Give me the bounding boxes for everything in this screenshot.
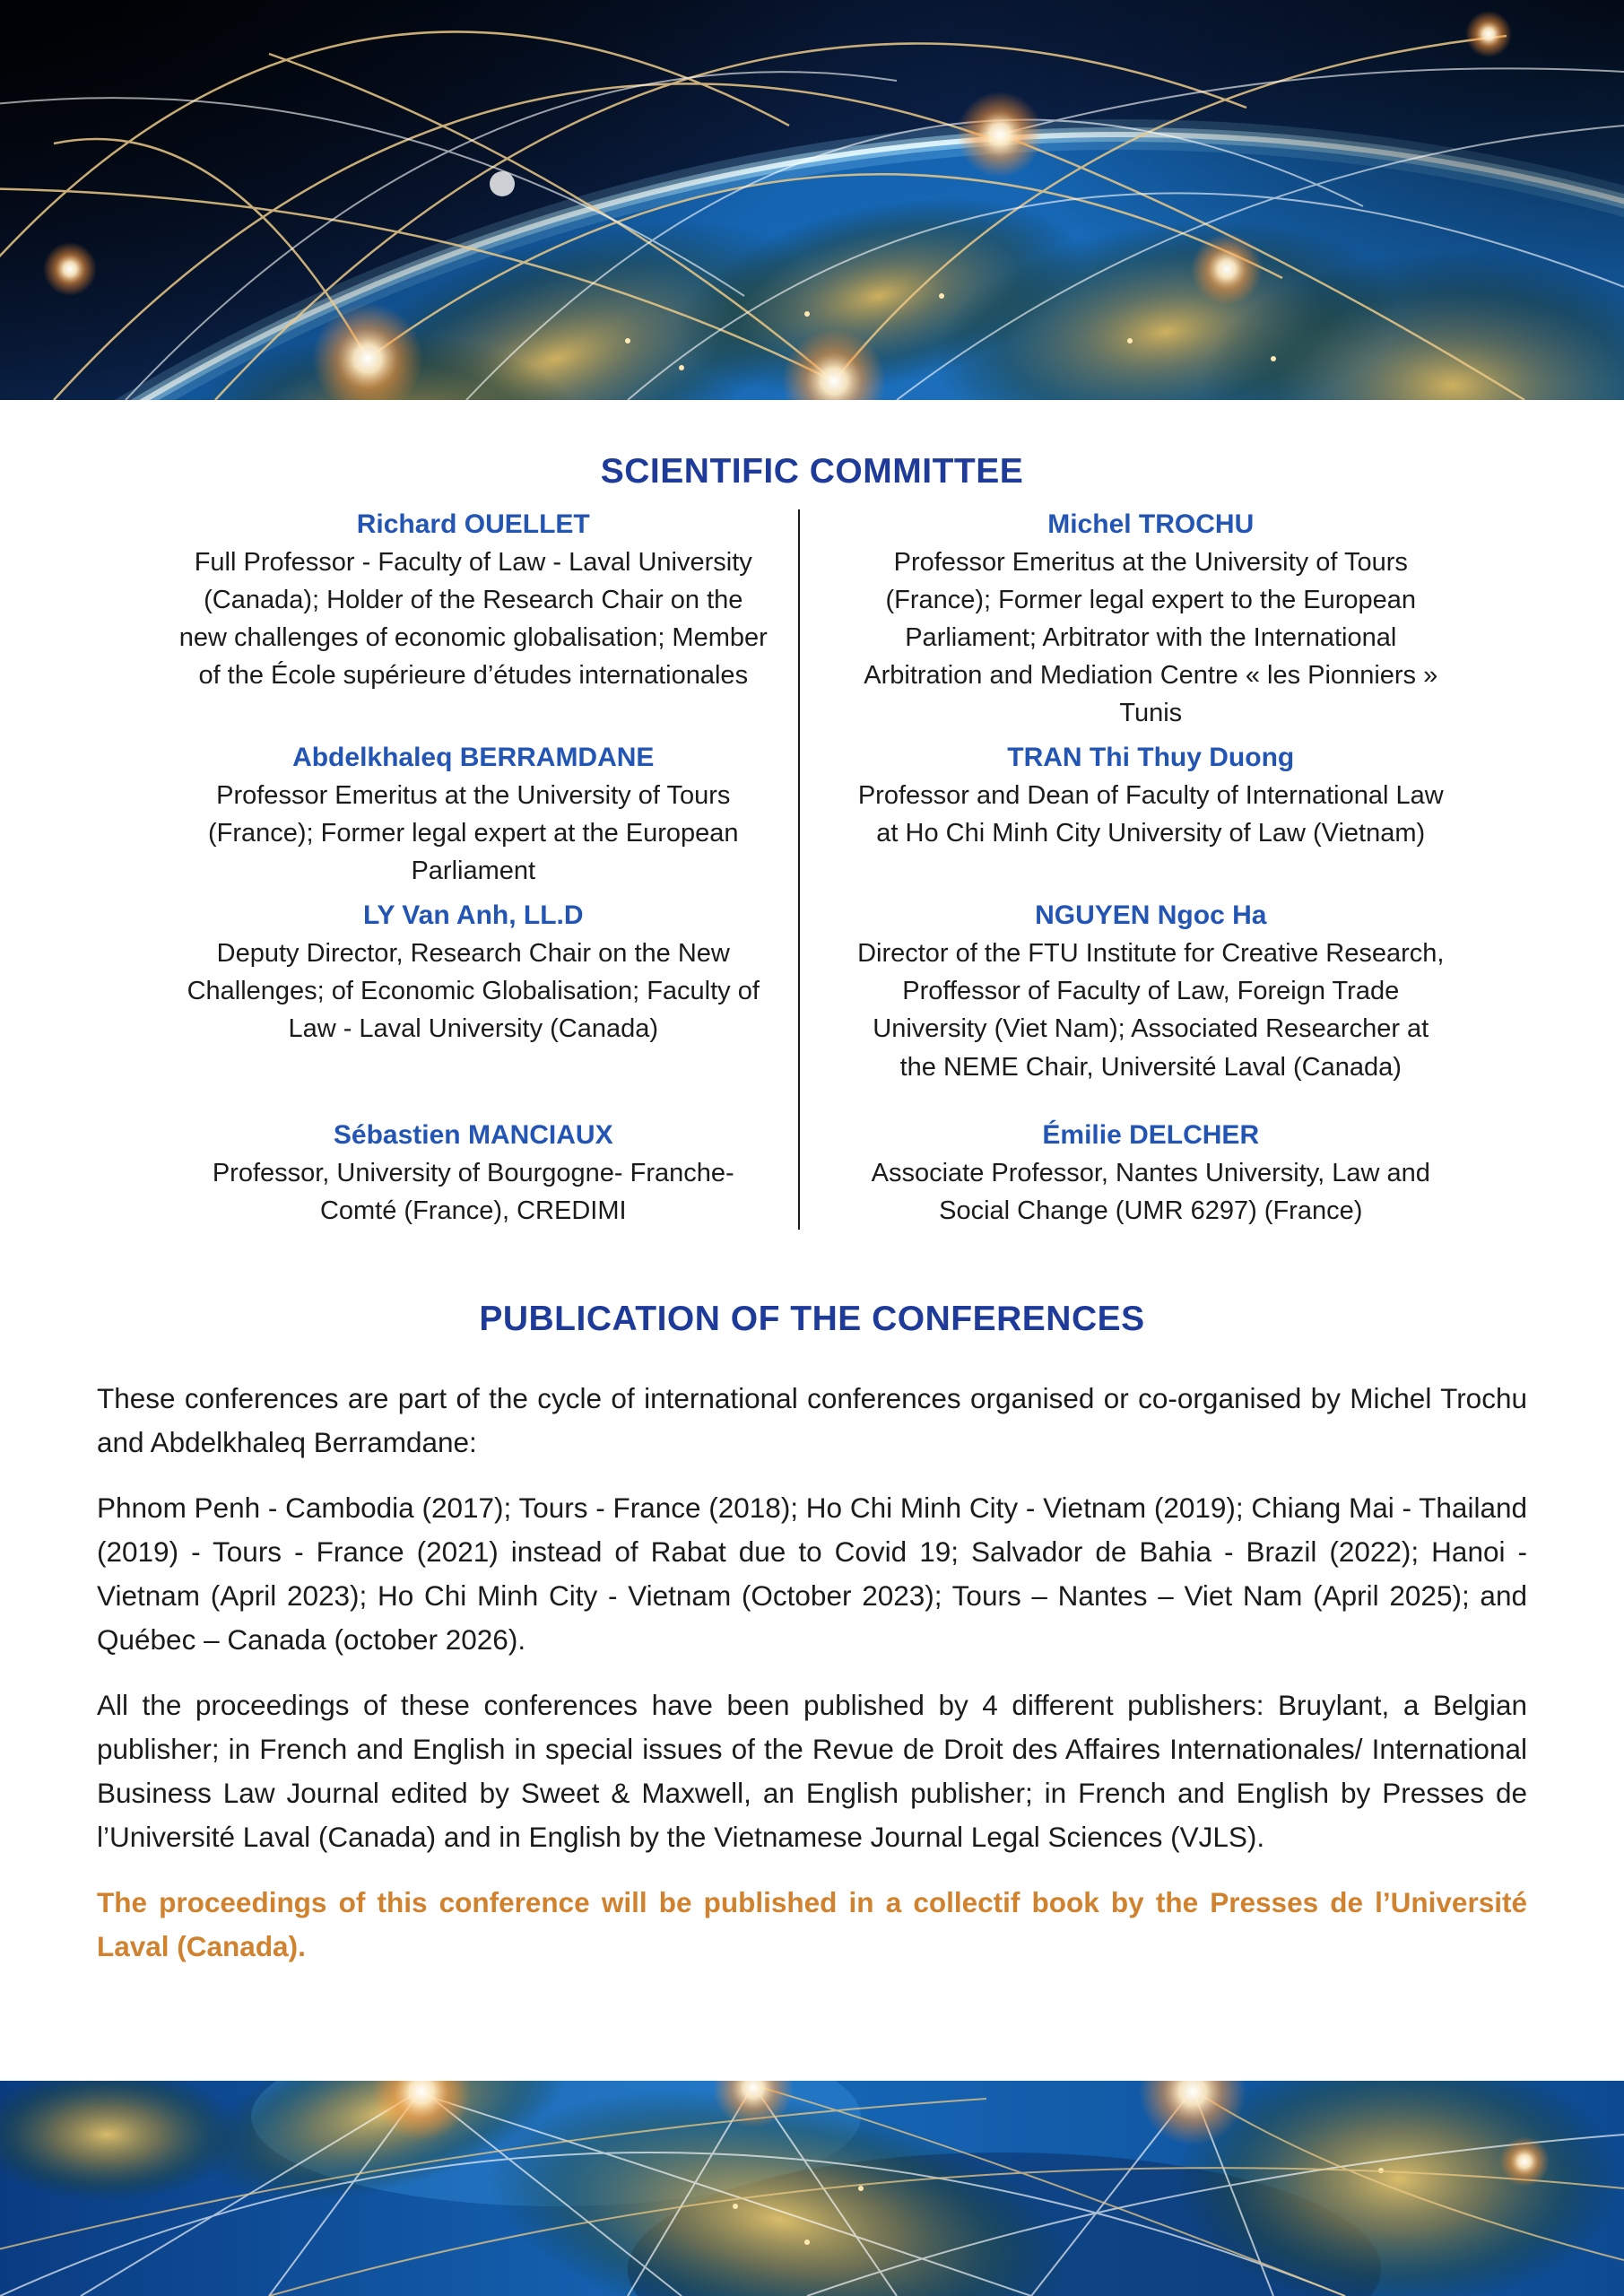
member-description: Professor Emeritus at the University of Tours (France); Former legal expert to the European Parliament; Arbitrator with the International Arbitration and Mediation Centre « les Pionniers » Tunis bbox=[864, 548, 1438, 728]
publication-section bbox=[97, 1377, 1527, 1969]
member-name: Sébastien MANCIAUX bbox=[333, 1119, 613, 1150]
member-name: NGUYEN Ngoc Ha bbox=[1035, 900, 1267, 931]
member-description: Director of the FTU Institute for Creative Research, Proffessor of Faculty of Law, Foreign Trade University (Viet Nam); Associated Researcher at the NEME Chair, Université Laval (Canada) bbox=[857, 939, 1445, 1082]
member-name: Michel TROCHU bbox=[1047, 509, 1255, 539]
member-name: Richard OUELLET bbox=[356, 509, 590, 539]
member-description: Professor Emeritus at the University of Tours (France); Former legal expert at the European Parliament bbox=[207, 781, 739, 886]
publication-paragraph: These conferences are part of the cycle of international conferences organised or co-organised by Michel Trochu and Abdelkhaleq Berramdane: bbox=[97, 1381, 1527, 1458]
committee-member bbox=[812, 897, 1490, 1085]
committee-member bbox=[135, 739, 812, 890]
committee-member bbox=[135, 897, 812, 1085]
committee-member bbox=[812, 506, 1490, 732]
scientific-committee-section bbox=[135, 506, 1489, 1237]
member-description: Full Professor - Faculty of Law - Laval University (Canada); Holder of the Research Chair on the new challenges of economic globalisation; Member of the École supérieure d’études internationales bbox=[178, 548, 768, 691]
committee-member bbox=[135, 1117, 812, 1230]
publication-paragraph: All the proceedings of these conferences have been published by 4 different publishers: Bruylant, a Belgian publisher; in French and English in special issues of the Revue de Droit des Affaires Internationales/ International Business Law Journal edited by Sweet & Maxwell, an English publisher; in French and English by Presses de l’Université Laval (Canada) and in English by the Vietnamese Journal Legal Sciences (VJLS). bbox=[97, 1688, 1527, 1853]
member-description: Associate Professor, Nantes University, Law and Social Change (UMR 6297) (France) bbox=[871, 1158, 1430, 1225]
member-name: LY Van Anh, LL.D bbox=[362, 900, 584, 931]
publication-title: PUBLICATION OF THE CONFERENCES bbox=[479, 1299, 1145, 1338]
member-description: Professor, University of Bourgogne- Franche-Comté (France), CREDIMI bbox=[212, 1158, 734, 1225]
header-globe-image bbox=[0, 0, 1624, 400]
committee-member bbox=[812, 739, 1490, 890]
member-name: Émilie DELCHER bbox=[1042, 1119, 1260, 1150]
scientific-committee-title: SCIENTIFIC COMMITTEE bbox=[600, 452, 1024, 491]
publication-highlight-paragraph: The proceedings of this conference will be published in a collectif book by the Presses de l’Université Laval (Canada). bbox=[97, 1885, 1527, 1962]
member-name: TRAN Thi Thuy Duong bbox=[1007, 743, 1295, 773]
member-description: Deputy Director, Research Chair on the New Challenges; of Economic Globalisation; Faculty of Law - Laval University (Canada) bbox=[187, 939, 760, 1044]
footer-globe-image bbox=[0, 2081, 1624, 2296]
member-name: Abdelkhaleq BERRAMDANE bbox=[292, 743, 655, 773]
publication-paragraph: Phnom Penh - Cambodia (2017); Tours - France (2018); Ho Chi Minh City - Vietnam (2019); Chiang Mai - Thailand (2019) - Tours - France (2021) instead of Rabat due to Covid 19; Salvador de Bahia - Brazil (2022); Hanoi - Vietnam (April 2023); Ho Chi Minh City - Vietnam (October 2023); Tours – Nantes – Viet Nam (April 2025); and Québec – Canada (october 2026). bbox=[97, 1491, 1527, 1656]
member-description: Professor and Dean of Faculty of International Law at Ho Chi Minh City University of Law (Vietnam) bbox=[857, 781, 1444, 848]
committee-member bbox=[135, 506, 812, 732]
committee-member bbox=[812, 1117, 1490, 1230]
